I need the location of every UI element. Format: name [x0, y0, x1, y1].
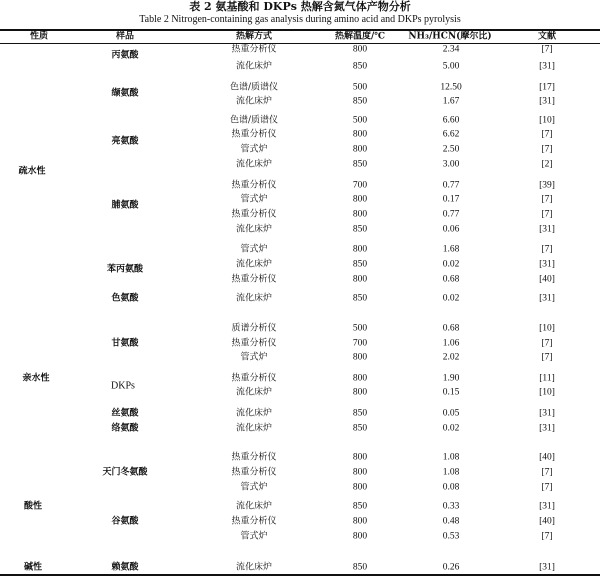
- ratio-cell: 0.77: [442, 180, 460, 191]
- property-label: 亲水性: [22, 373, 50, 384]
- method-cell: 流化床炉: [235, 259, 273, 270]
- method-cell: 管式炉: [240, 244, 268, 255]
- sample-label: 亮氨酸: [111, 136, 139, 147]
- header-method: 热解方式: [235, 31, 273, 42]
- ref-cell: [17]: [539, 82, 555, 93]
- ref-cell: [7]: [541, 244, 553, 255]
- method-cell: 热重分析仪: [231, 516, 277, 527]
- temp-cell: 800: [352, 44, 368, 55]
- header-ratio: NH₃/HCN(摩尔比): [408, 31, 492, 42]
- ref-cell: [7]: [541, 467, 553, 478]
- temp-cell: 800: [352, 194, 368, 205]
- temp-cell: 500: [352, 82, 368, 93]
- top-rule: [0, 29, 600, 31]
- temp-cell: 850: [352, 408, 368, 419]
- method-cell: 色谱/质谱仪: [229, 115, 279, 126]
- temp-cell: 850: [352, 96, 368, 107]
- ratio-cell: 0.05: [442, 408, 460, 419]
- ratio-cell: 2.50: [442, 144, 460, 155]
- method-cell: 管式炉: [240, 482, 268, 493]
- method-cell: 热重分析仪: [231, 467, 277, 478]
- method-cell: 流化床炉: [235, 224, 273, 235]
- ratio-cell: 6.62: [442, 129, 460, 140]
- ratio-cell: 1.08: [442, 452, 460, 463]
- method-cell: 流化床炉: [235, 408, 273, 419]
- ratio-cell: 6.60: [442, 115, 460, 126]
- method-cell: 热重分析仪: [231, 452, 277, 463]
- ratio-cell: 0.02: [442, 293, 460, 304]
- temp-cell: 800: [352, 129, 368, 140]
- temp-cell: 800: [352, 387, 368, 398]
- temp-cell: 850: [352, 293, 368, 304]
- ref-cell: [2]: [541, 159, 553, 170]
- temp-cell: 700: [352, 338, 368, 349]
- ref-cell: [31]: [539, 562, 555, 573]
- sample-label: 谷氨酸: [111, 516, 139, 527]
- temp-cell: 800: [352, 274, 368, 285]
- ref-cell: [11]: [539, 373, 555, 384]
- ratio-cell: 0.48: [442, 516, 460, 527]
- ratio-cell: 0.17: [442, 194, 460, 205]
- ratio-cell: 1.08: [442, 467, 460, 478]
- method-cell: 流化床炉: [235, 96, 273, 107]
- ratio-cell: 2.34: [442, 44, 460, 55]
- method-cell: 热重分析仪: [231, 44, 277, 55]
- sample-label: 脯氨酸: [111, 200, 139, 211]
- ref-cell: [31]: [539, 408, 555, 419]
- ref-cell: [31]: [539, 96, 555, 107]
- ratio-cell: 1.90: [442, 373, 460, 384]
- temp-cell: 800: [352, 209, 368, 220]
- ratio-cell: 0.33: [442, 501, 460, 512]
- method-cell: 流化床炉: [235, 423, 273, 434]
- temp-cell: 700: [352, 180, 368, 191]
- property-label: 酸性: [23, 501, 43, 512]
- method-cell: 热重分析仪: [231, 180, 277, 191]
- ref-cell: [40]: [539, 452, 555, 463]
- sample-label: 丙氨酸: [111, 50, 139, 61]
- ratio-cell: 0.06: [442, 224, 460, 235]
- table-caption-zh: 表 2 氨基酸和 DKPs 热解含氮气体产物分析: [189, 0, 411, 13]
- ratio-cell: 0.68: [442, 323, 460, 334]
- ref-cell: [7]: [541, 209, 553, 220]
- method-cell: 热重分析仪: [231, 129, 277, 140]
- method-cell: 管式炉: [240, 144, 268, 155]
- ref-cell: [10]: [539, 387, 555, 398]
- sample-label: 色氨酸: [111, 293, 139, 304]
- temp-cell: 800: [352, 144, 368, 155]
- method-cell: 质谱分析仪: [231, 323, 277, 334]
- method-cell: 流化床炉: [235, 501, 273, 512]
- ref-cell: [31]: [539, 293, 555, 304]
- method-cell: 色谱/质谱仪: [229, 82, 279, 93]
- property-label: 疏水性: [18, 166, 46, 177]
- ratio-cell: 0.26: [442, 562, 460, 573]
- ratio-cell: 0.02: [442, 259, 460, 270]
- method-cell: 热重分析仪: [231, 274, 277, 285]
- method-cell: 管式炉: [240, 194, 268, 205]
- temp-cell: 800: [352, 373, 368, 384]
- temp-cell: 850: [352, 224, 368, 235]
- ratio-cell: 3.00: [442, 159, 460, 170]
- temp-cell: 800: [352, 452, 368, 463]
- temp-cell: 800: [352, 482, 368, 493]
- ref-cell: [31]: [539, 423, 555, 434]
- ref-cell: [7]: [541, 338, 553, 349]
- sample-label: 天门冬氨酸: [102, 467, 148, 478]
- sample-label: 缬氨酸: [111, 88, 139, 99]
- ratio-cell: 2.02: [442, 352, 460, 363]
- ratio-cell: 0.08: [442, 482, 460, 493]
- temp-cell: 850: [352, 562, 368, 573]
- method-cell: 流化床炉: [235, 562, 273, 573]
- temp-cell: 850: [352, 159, 368, 170]
- ref-cell: [7]: [541, 352, 553, 363]
- table-caption-en: Table 2 Nitrogen-containing gas analysis during amino acid and DKPs pyrolysis: [139, 14, 461, 25]
- method-cell: 流化床炉: [235, 293, 273, 304]
- header-ref: 文献: [537, 31, 557, 42]
- temp-cell: 500: [352, 115, 368, 126]
- ratio-cell: 0.15: [442, 387, 460, 398]
- temp-cell: 850: [352, 259, 368, 270]
- ref-cell: [7]: [541, 531, 553, 542]
- header-temp: 热解温度/℃: [334, 31, 386, 42]
- method-cell: 流化床炉: [235, 387, 273, 398]
- method-cell: 热重分析仪: [231, 373, 277, 384]
- ref-cell: [10]: [539, 323, 555, 334]
- ratio-cell: 0.53: [442, 531, 460, 542]
- ratio-cell: 0.02: [442, 423, 460, 434]
- ref-cell: [40]: [539, 516, 555, 527]
- ratio-cell: 1.68: [442, 244, 460, 255]
- header-rule: [0, 43, 600, 44]
- temp-cell: 500: [352, 323, 368, 334]
- sample-label: DKPs: [111, 380, 135, 392]
- ratio-cell: 0.77: [442, 209, 460, 220]
- ref-cell: [7]: [541, 44, 553, 55]
- temp-cell: 800: [352, 531, 368, 542]
- ref-cell: [40]: [539, 274, 555, 285]
- ratio-cell: 1.06: [442, 338, 460, 349]
- ref-cell: [31]: [539, 61, 555, 72]
- sample-label: 赖氨酸: [111, 562, 139, 573]
- temp-cell: 850: [352, 61, 368, 72]
- method-cell: 热重分析仪: [231, 338, 277, 349]
- sample-label: 丝氨酸: [111, 408, 139, 419]
- method-cell: 流化床炉: [235, 159, 273, 170]
- ref-cell: [7]: [541, 129, 553, 140]
- method-cell: 流化床炉: [235, 61, 273, 72]
- method-cell: 管式炉: [240, 352, 268, 363]
- temp-cell: 850: [352, 423, 368, 434]
- temp-cell: 800: [352, 352, 368, 363]
- sample-label: 甘氨酸: [111, 338, 139, 349]
- ref-cell: [31]: [539, 259, 555, 270]
- header-property: 性质: [29, 31, 49, 42]
- temp-cell: 800: [352, 244, 368, 255]
- ratio-cell: 1.67: [442, 96, 460, 107]
- sample-label: 络氨酸: [111, 423, 139, 434]
- temp-cell: 800: [352, 467, 368, 478]
- temp-cell: 800: [352, 516, 368, 527]
- sample-label: 苯丙氨酸: [106, 264, 144, 275]
- ratio-cell: 0.68: [442, 274, 460, 285]
- method-cell: 管式炉: [240, 531, 268, 542]
- ref-cell: [10]: [539, 115, 555, 126]
- ref-cell: [7]: [541, 482, 553, 493]
- ref-cell: [31]: [539, 501, 555, 512]
- ref-cell: [7]: [541, 194, 553, 205]
- header-sample: 样品: [115, 31, 135, 42]
- ratio-cell: 12.50: [440, 82, 462, 93]
- ref-cell: [31]: [539, 224, 555, 235]
- temp-cell: 850: [352, 501, 368, 512]
- ratio-cell: 5.00: [442, 61, 460, 72]
- method-cell: 热重分析仪: [231, 209, 277, 220]
- ref-cell: [7]: [541, 144, 553, 155]
- ref-cell: [39]: [539, 180, 555, 191]
- property-label: 碱性: [23, 562, 43, 573]
